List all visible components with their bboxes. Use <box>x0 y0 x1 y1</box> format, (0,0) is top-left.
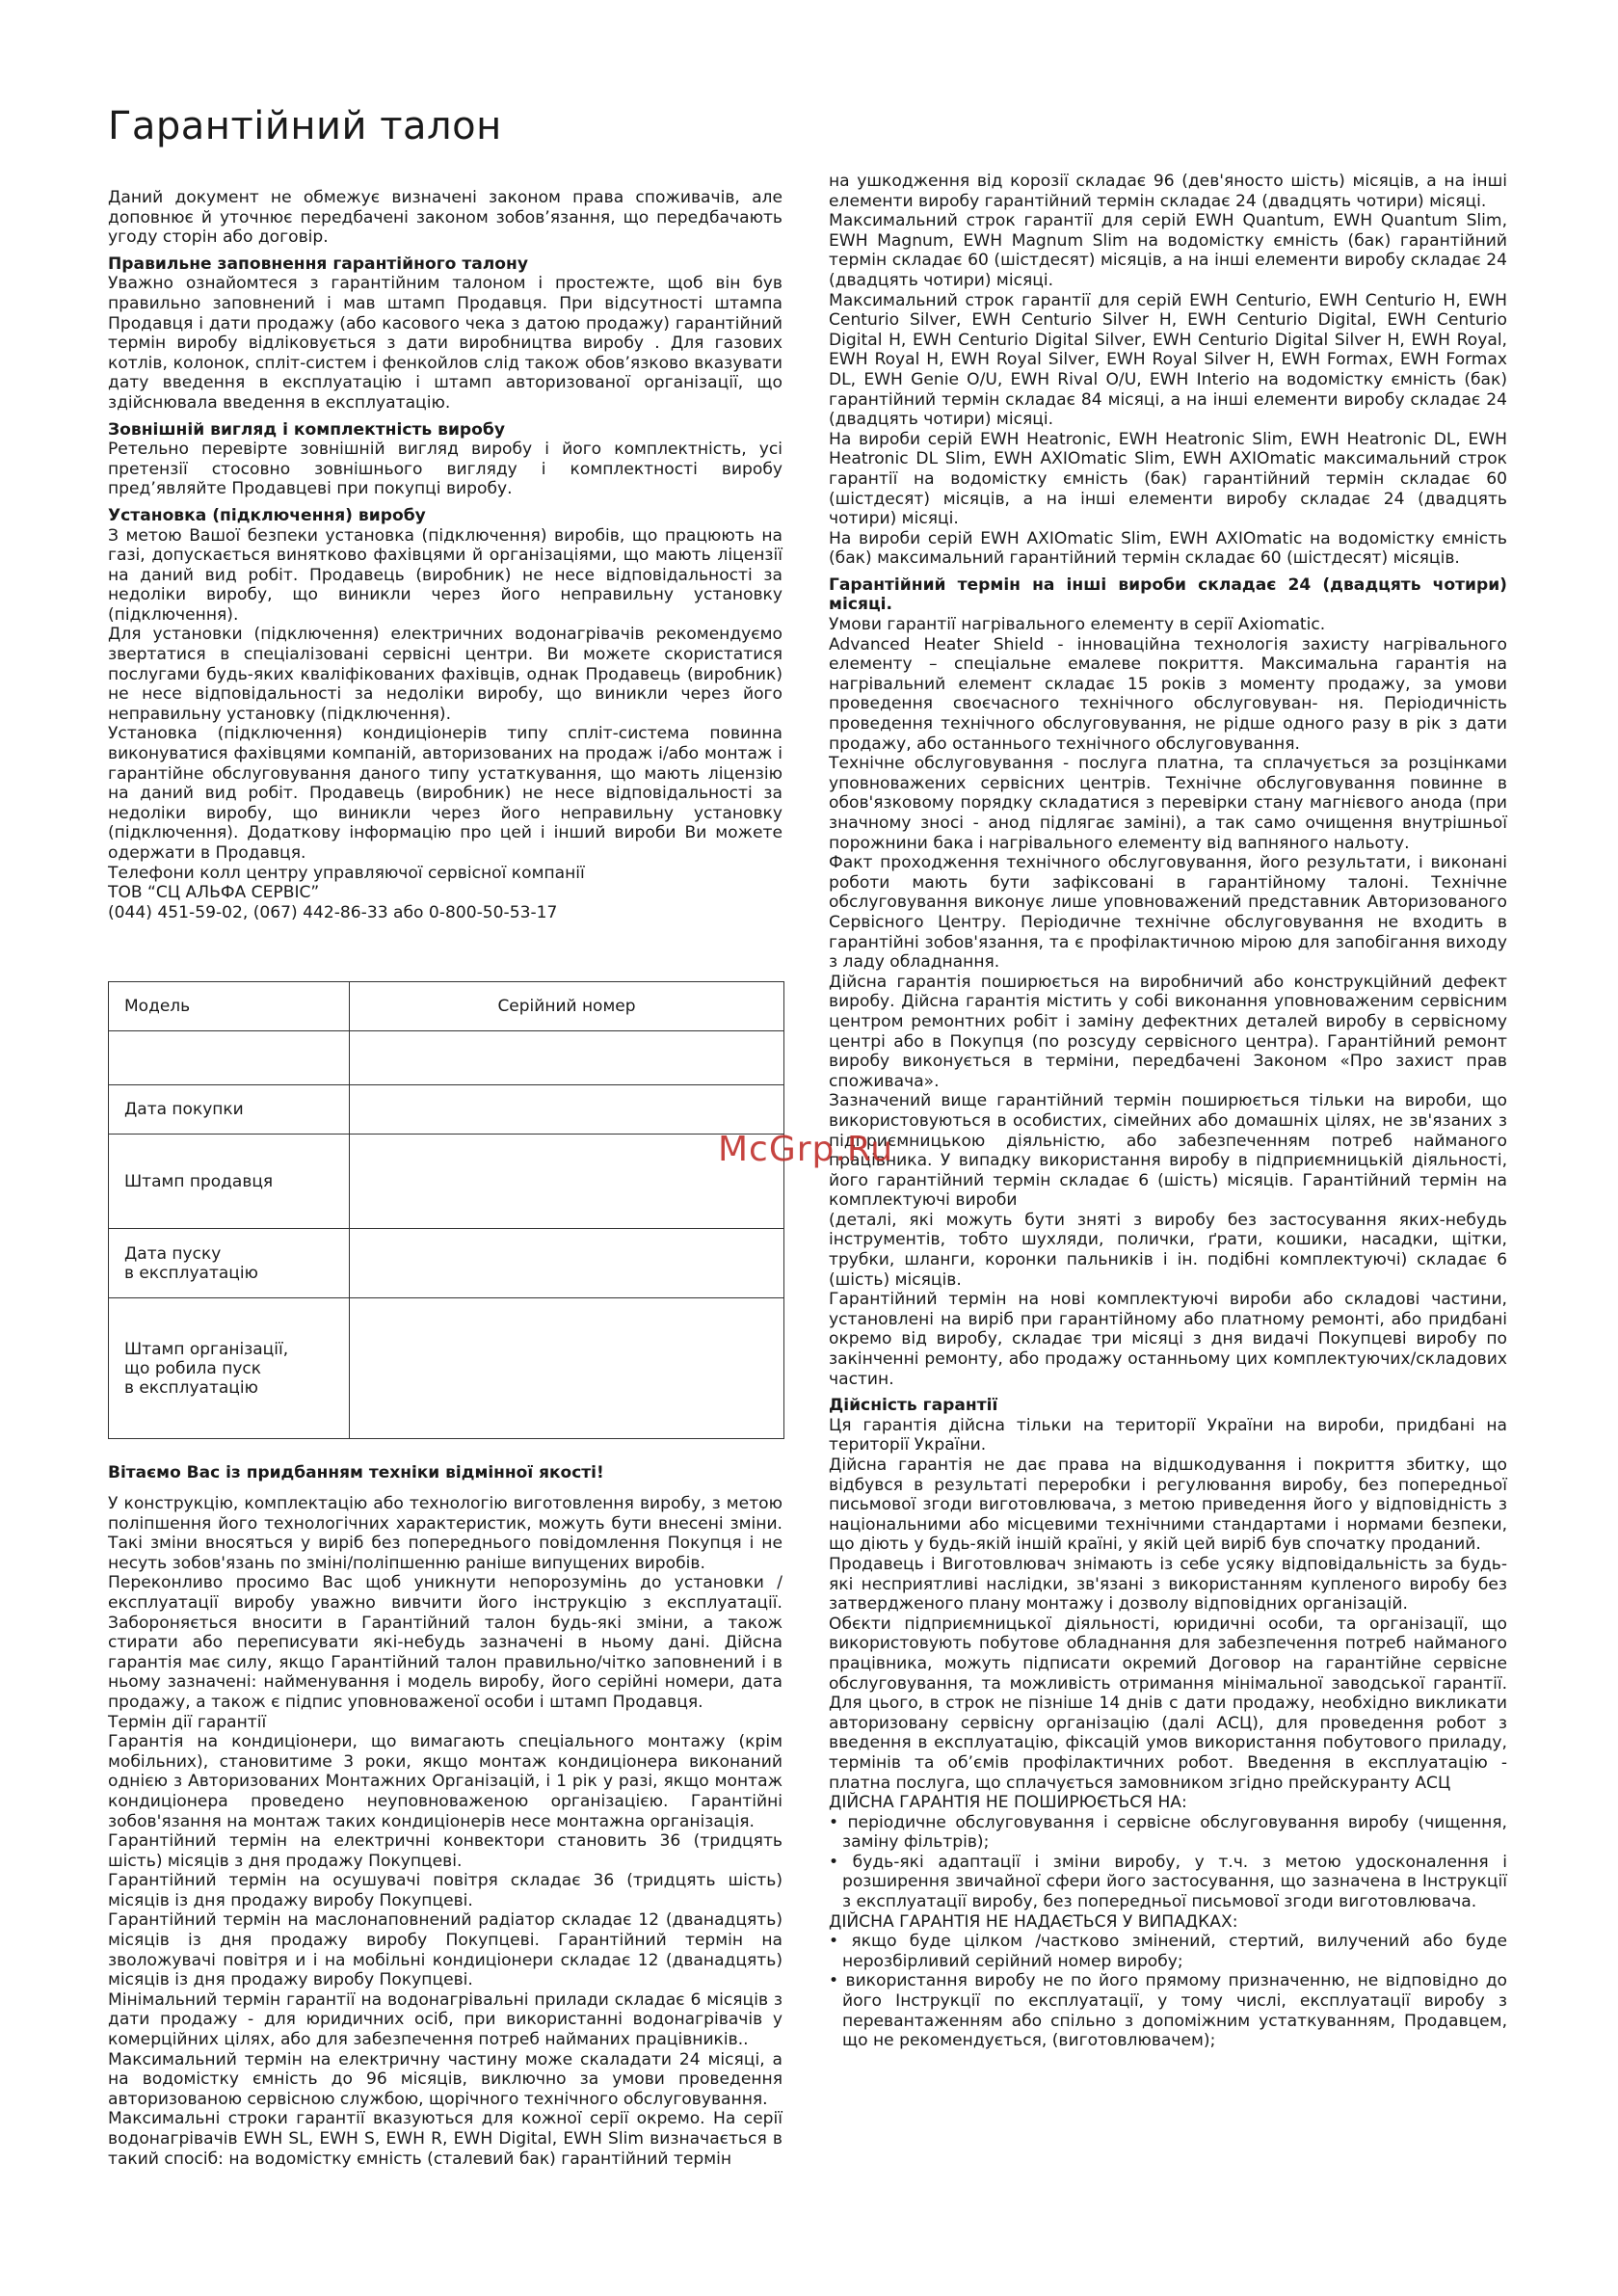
form-row-org-stamp <box>109 1298 784 1439</box>
right-paragraph: Максимальний строк гарантії для серій EWH Centurio, EWH Centurio H, EWH Centurio Silver, EWH Centurio Silver H, EWH Centurio Digital, EWH Centurio Digital H, EWH Centurio Digital Silver, EWH Centurio Digital Silver H, EWH Royal, EWH Royal H, EWH Royal Silver, EWH Royal Silver H, EWH Formax, EWH Formax DL, EWH Genie O/U, EWH Rival O/U, EWH Interio на водомістку ємність (бак) гарантійний термін складає 84 місяці, а на інші елементи виробу складає 24 (двадцять чотири) місяці. <box>829 290 1507 430</box>
exclusion-item: • будь-які адаптації і зміни виробу, у т.ч. з метою удосконалення і розширення звичайної сфери його застосування, що зазначена в Інструкції з експлуатації виробу, без попередньої письмової згоди виготовлювача. <box>829 1852 1507 1912</box>
phone-numbers: (044) 451-59-02, (067) 442-86-33 або 0-800-50-53-17 <box>108 902 558 922</box>
org-stamp-label-line: Штамп організації, <box>124 1339 289 1359</box>
model-label: Модель <box>109 982 350 1031</box>
serial-number-label: Серійний номер <box>350 982 784 1031</box>
right-paragraph: На вироби серій EWH Heatronic, EWH Heatronic Slim, EWH Heatronic DL, EWH Heatronic DL Slim, EWH AXIOmatic Slim, EWH AXIOmatic максимальний строк гарантії на водомістку ємність (бак) гарантійний термін складає 60 (шістдесят) місяців, а на інші елементи виробу складає 24 (двадцять чотири) місяці. <box>829 429 1507 529</box>
org-stamp-label-line: в експлуатацію <box>124 1377 258 1398</box>
right-paragraph: на ушкодження від корозії складає 96 (дев'яносто шість) місяців, а на інші елементи виробу гарантійний термін складає 24 (двадцять чотири) місяці. <box>829 172 1507 211</box>
lower-paragraph: Мінімальний термін гарантії на водонагрівальні прилади складає 6 місяців з дати продажу - для юридичних осіб, при використанні водонагрівачів у комерційних цілях, або для забезпечення потреб найманих працівників.. <box>108 1989 782 2050</box>
form-row-purchase-date <box>109 1085 784 1135</box>
start-date-field[interactable] <box>350 1229 784 1298</box>
purchase-date-label: Дата покупки <box>109 1085 350 1135</box>
right-paragraph: Ця гарантія дійсна тільки на території України на вироби, придбані на території України. <box>829 1415 1507 1455</box>
section-heading-appearance: Зовнішній вигляд і комплектність виробу <box>108 419 505 440</box>
form-row-model-entry <box>109 1031 784 1085</box>
lower-paragraph: Переконливо просимо Вас щоб уникнути непорозумінь до установки /експлуатації виробу уважно вивчити його інструкцію з експлуатації. Забороняється вносити в Гарантійний талон будь-які зміни, а також стирати або переписувати які-небудь зазначені в ньому дані. Дійсна гарантія має силу, якщо Гарантійний талон правильно/чітко заповнений і в ньому зазначені: найменування і модель виробу, його серійні номери, дата продажу, а також є підпис уповноваженої особи і штамп Продавця. <box>108 1573 782 1712</box>
right-column <box>829 172 1507 2051</box>
exclusion-item: • періодичне обслуговування і сервісне обслуговування виробу (чищення, заміну фільтрів); <box>829 1812 1507 1853</box>
org-stamp-field[interactable] <box>350 1298 784 1439</box>
section-body-filling: Уважно ознайомтеся з гарантійним талоном і простежте, щоб він був правильно заповнений і мав штамп Продавця. При відсутності штампа Продавця і дати продажу (або касового чека з датою продажу) гарантійний термін виробу відліковується з дати виробництва виробу . Для газових котлів, колонок, спліт-систем і фенкойлов слід також обов’язково вказувати дату введення в експлуатацію і штамп авторизованої організації, що здійснювала введення в експлуатацію. <box>108 274 782 413</box>
right-paragraph: Гарантійний термін на нові комплектуючі вироби або складові частини, установлені на виріб при гарантійному або платному ремонті, або придбані окремо від виробу, складає три місяці з дня видачі Покупцеві виробу по закінченні ремонту, або продажу останньому цих комплектуючих/складових частин. <box>829 1290 1507 1389</box>
not-provided-item: • якщо буде цілком /частково змінений, стертий, вилучений або буде нерозбірливий серійний номер виробу; <box>829 1932 1507 1971</box>
left-column <box>108 188 782 922</box>
lower-paragraph: Термін дії гарантії <box>108 1712 267 1732</box>
lower-paragraph: Гарантійний термін на електричні конвектори становить 36 (тридцять шість) місяців з дня продажу Покупцеві. <box>108 1831 782 1871</box>
right-paragraph: Максимальний строк гарантії для серій EWH Quantum, EWH Quantum Slim, EWH Magnum, EWH Magnum Slim на водомістку ємність (бак) гарантійний термін складає 60 (шістдесят) місяців, а на інші елементи виробу складає 24 (двадцять чотири) місяці. <box>829 211 1507 290</box>
lower-paragraph: Гарантійний термін на осушувачі повітря складає 36 (тридцять шість) місяців із дня продажу виробу Покупцеві. <box>108 1871 782 1910</box>
phone-label: Телефони колл центру управляючої сервісної компанії <box>108 863 585 883</box>
right-paragraph: Умови гарантії нагрівального елементу в серії Axiomatic. <box>829 615 1326 635</box>
right-paragraph: Технічне обслуговування - послуга платна, та сплачується за розцінками уповноважених сервісних центрів. Технічне обслуговування повинне в обов'язковому порядку складатися з перевірки стану магнієвого анода (при значному зносі - анод підлягає заміні), а так само очищення внутрішньої порожнини бака і нагрівального елементу від вапняного нальоту. <box>829 754 1507 853</box>
page-title: Гарантійний талон <box>108 104 502 148</box>
right-paragraph: На вироби серій EWH AXIOmatic Slim, EWH AXIOmatic на водомістку ємність (бак) максимальний гарантійний термін складає 60 (шістдесят) місяців. <box>829 528 1507 569</box>
right-paragraph: Дійсна гарантія поширюється на виробничий або конструкційний дефект виробу. Дійсна гарантія містить у собі виконання уповноваженим сервісним центром ремонтних робіт і заміну дефектних деталей виробу в сервісному центрі або в Покупця (по розсуду сервісного центра). Гарантійний ремонт виробу виконується в терміни, передбачені Законом «Про захист прав споживача». <box>829 972 1507 1091</box>
other-products-heading: Гарантійний термін на інші вироби складає 24 (двадцять чотири) місяці. <box>829 574 1507 615</box>
watermark-logo: McGrp.Ru <box>718 1130 894 1169</box>
right-paragraph: Дійсна гарантія не дає права на відшкодування і покриття збитку, що відбувся в результаті переробки і регулювання виробу, без попередньої письмової згоди виготовлювача, з метою приведення його у відповідність з національними або місцевими технічними стандартами і нормами безпеки, що діють у будь-якій іншій країні, у якій цей виріб був спочатку проданий. <box>829 1455 1507 1555</box>
warranty-form-table <box>108 981 784 1439</box>
not-provided-heading: ДІЙСНА ГАРАНТІЯ НЕ НАДАЄТЬСЯ У ВИПАДКАХ: <box>829 1911 1238 1932</box>
not-provided-item: • використання виробу не по його прямому призначенню, не відповідно до його Інструкції по експлуатації, у тому числі, експлуатації виробу з перевантаженням або спільно з допоміжним устаткуванням, Продавцем, що не рекомендується, (виготовлювачем); <box>829 1971 1507 2051</box>
validity-heading: Дійсність гарантії <box>829 1396 998 1416</box>
lower-paragraph: Гарантія на кондиціонери, що вимагають спеціального монтажу (крім мобільних), становитиме 3 роки, якщо монтаж кондиціонера виконаний однією з Авторизованих Монтажних Організацій, і 1 рік у разі, якщо монтаж кондиціонера проведено неуповноваженою організацією. Гарантійні зобов'язання на монтаж таких кондиціонерів несе монтажна організація. <box>108 1732 782 1831</box>
form-row-header <box>109 982 784 1031</box>
org-stamp-label-line: що робила пуск <box>124 1358 262 1378</box>
section-heading-filling: Правильне заповнення гарантійного талону <box>108 254 528 274</box>
start-date-label <box>109 1229 350 1298</box>
exclusions-heading: ДІЙСНА ГАРАНТІЯ НЕ ПОШИРЮЄТЬСЯ НА: <box>829 1793 1187 1813</box>
serial-number-field[interactable] <box>350 1031 784 1085</box>
right-paragraph: Обєкти підприємницької діяльності, юридичні особи, та організації, що використовують побутове обладнання для забезпечення потреб найманого працівника, можуть підписати окремий Договор на гарантійне сервісне обслуговування, та можливість отримання мінімальної заводської гарантії. Для цього, в строк не пізніше 14 днів с дати продажу, необхідно викликати авторизовану сервісну організацію (далі АСЦ), для проведення робот з введення в експлуатацію, фіксацій умов використання побутового приладу, термінів та об’ємів профілактичних робот. Введення в експлуатацію - платна послуга, що сплачується замовником згідно прейскуранту АСЦ <box>829 1614 1507 1793</box>
lower-left-text <box>108 1494 782 2169</box>
installation-paragraph: З метою Вашої безпеки установка (підключення) виробів, що працюють на газі, допускається винятково фахівцями й організаціями, що мають ліцензії на даний вид робіт. Продавець (виробник) не несе відповідальності за недоліки виробу, що виникли через його неправильну установку (підключення). <box>108 525 782 625</box>
model-field[interactable] <box>109 1031 350 1085</box>
lower-paragraph: Максимальний термін на електричну частину може скаладати 24 місяці, а на водомістку ємність до 96 місяців, виключно за умови проведення авторизованою сервісною службою, щорічного технічного обслуговування. <box>108 2049 782 2109</box>
installation-paragraph: Для установки (підключення) електричних водонагрівачів рекомендуємо звертатися в спеціалізовані сервісні центри. Ви можете скористатися послугами будь-яких кваліфікованих фахівців, однак Продавець (виробник) не несе відповідальності за недоліки виробу, що виникли через його неправильну установку (підключення). <box>108 625 782 724</box>
right-paragraph: Факт проходження технічного обслуговування, його результати, і виконані роботи мають бути зафіксовані в гарантійному талоні. Технічне обслуговування виконує лише уповноважений представник Авторизованого Сервісного Центру. Періодичне технічне обслуговування не входить в гарантійні зобов'язання, та є профілактичною мірою для запобігання виходу з ладу обладнання. <box>829 853 1507 973</box>
right-paragraph: Зазначений вище гарантійний термін поширюється тільки на вироби, що використовуються в особистих, сімейних або домашніх цілях, не зв'язаних з підприємницькою діяльністю, або забезпеченням потреб найманого працівника. У випадку використання виробу в підприємницькій діяльності, його гарантійний термін складає 6 (шість) місяців. Гарантійний термін на комплектуючі вироби <box>829 1091 1507 1211</box>
start-date-label-line: в експлуатацію <box>124 1263 258 1283</box>
company-name: ТОВ “СЦ АЛЬФА СЕРВІС” <box>108 883 320 903</box>
right-paragraph: Продавець і Виготовлювач знімають із себе усяку відповідальність за будь-які несприятливі наслідки, зв'язані з використанням купленого виробу без затвердженого плану монтажу і дозволу відповідних організацій. <box>829 1554 1507 1615</box>
form-row-seller-stamp <box>109 1135 784 1229</box>
seller-stamp-label: Штамп продавця <box>109 1135 350 1229</box>
right-paragraph: (деталі, які можуть бути зняті з виробу без застосування яких-небудь інструментів, тобто шухляди, полички, ґрати, кошики, насадки, щітки, трубки, шланги, коронки пальників і ін. подібні комплектуючі) складає 6 (шість) місяців. <box>829 1210 1507 1290</box>
purchase-date-field[interactable] <box>350 1085 784 1135</box>
lower-paragraph: Гарантійний термін на маслонаповнений радіатор складає 12 (дванадцять) місяців із дня продажу виробу Покупцеві. Гарантійний термін на зволожувачі повітря и і на мобільні кондиціонери складає 12 (дванадцять) місяців із дня продажу виробу Покупцеві. <box>108 1910 782 1990</box>
greeting-heading: Вітаємо Вас із придбанням техніки відмінної якості! <box>108 1463 604 1482</box>
installation-paragraph: Установка (підключення) кондиціонерів типу спліт-система повинна виконуватися фахівцями компаній, авторизованих на продаж і/або монтаж і гарантійне обслуговування даного типу устаткування, що мають ліцензію на даний вид робіт. Продавець (виробник) не несе відповідальності за недоліки виробу, що виникли через його неправильну установку (підключення). Додаткову інформацію про цей і інший вироби Ви можете одержати в Продавця. <box>108 724 782 863</box>
lower-paragraph: У конструкцію, комплектацію або технологію виготовлення виробу, з метою поліпшення його технологічних характеристик, можуть бути внесені зміни. Такі зміни вносяться у виріб без попереднього повідомлення Покупця і не несуть зобов'язань по зміні/поліпшенню раніше випущених виробів. <box>108 1494 782 1573</box>
lower-paragraph: Максимальні строки гарантії вказуються для кожної серії окремо. На серії водонагрівачів EWH SL, EWH S, EWH R, EWH Digital, EWH Slim визначається в такий спосіб: на водомістку ємність (сталевий бак) гарантійний термін <box>108 2109 782 2169</box>
intro-paragraph: Даний документ не обмежує визначені законом права споживачів, але доповнює й уточнює передбачені законом зобов’язання, що передбачають угоду сторін або договір. <box>108 188 782 248</box>
form-row-start-date <box>109 1229 784 1298</box>
section-body-appearance: Ретельно перевірте зовнішній вигляд виробу і його комплектність, усі претензії стосовно зовнішнього вигляду і комплектності виробу пред’являйте Продавцеві при покупці виробу. <box>108 440 782 499</box>
start-date-label-line: Дата пуску <box>124 1243 222 1264</box>
section-heading-installation: Установка (підключення) виробу <box>108 505 426 525</box>
org-stamp-label <box>109 1298 350 1439</box>
right-paragraph: Advanced Heater Shield - інноваційна технологія захисту нагрівального елементу – спеціальне емалеве покриття. Максимальна гарантія на нагрівальний елемент складає 15 років з моменту продажу, за умови проведення своєчасного технічного обслуговуван- ня. Періодичність проведення технічного обслуговування, не рідше одного разу в рік з дати продажу, або останнього технічного обслуговування. <box>829 634 1507 754</box>
